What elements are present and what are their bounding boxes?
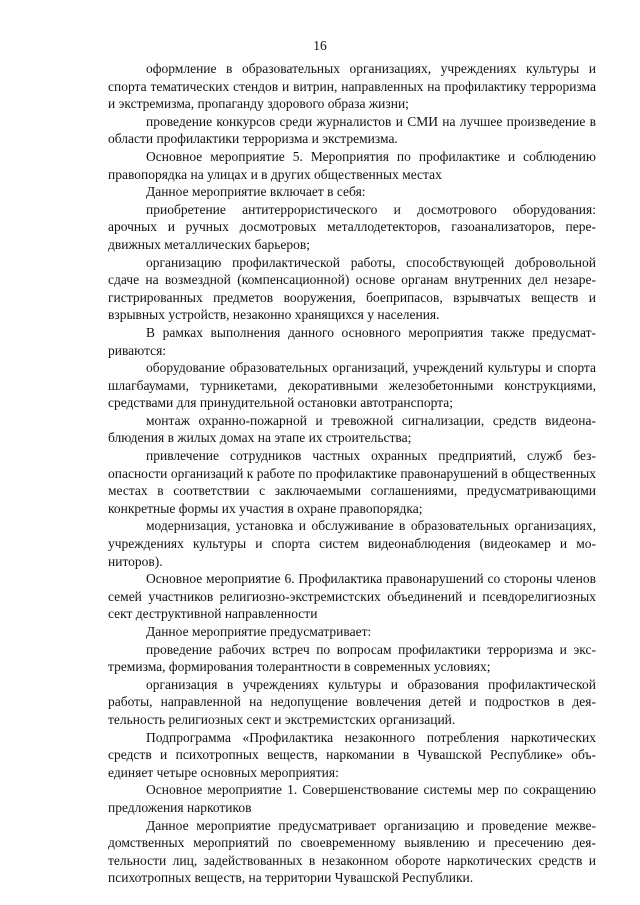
paragraph: проведение конкурсов среди журналистов и СМИ на лучшее произведение в области профилактики терроризма и экстремизма.	[108, 113, 596, 147]
paragraph: Подпрограмма «Профилактика незаконного потребления наркотических средств и психотропных веществ, наркомании в Чувашской Республике» объединяет четыре основных мероприятия:	[108, 729, 596, 780]
paragraph: монтаж охранно-пожарной и тревожной сигнализации, средств видеонаблюдения в жилых домах на этапе их строительства;	[108, 412, 596, 446]
paragraph: проведение рабочих встреч по вопросам профилактики терроризма и экстремизма, формирования толерантности в современных условиях;	[108, 641, 596, 675]
paragraph: оформление в образовательных организациях, учреждениях культуры и спорта тематических стендов и витрин, направленных на профилактику терроризма и экстремизма, пропаганду здорового образа жизни;	[108, 61, 596, 112]
section-heading-paragraph: Основное мероприятие 5. Мероприятия по профилактике и соблюдению правопорядка на улицах и в других общественных местах	[108, 148, 596, 182]
paragraph: организацию профилактической работы, способствующей добровольной сдаче на возмездной (компенсационной) основе органам внутренних дел незарегистрированных предметов вооружения, боеприпасов, взрывчатых веществ и взрывных устройств, незаконно хранящихся у населения.	[108, 254, 596, 323]
document-body	[108, 60, 596, 887]
section-heading-paragraph: Основное мероприятие 6. Профилактика правонарушений со стороны членов семей участников религиозно-экстремистских объединений и псевдорелигиозных сект деструктивной направленности	[108, 571, 596, 622]
paragraph: Данное мероприятие предусматривает организацию и проведение межведомственных мероприятий по своевременному выявлению и пресечению деятельности лиц, задействованных в незаконном обороте наркотических средств и психотропных веществ, на территории Чувашской Республики.	[108, 817, 596, 886]
paragraph: организация в учреждениях культуры и образования профилактической работы, направленной на недопущение вовлечения детей и подростков в деятельность религиозных сект и экстремистских организаций.	[108, 676, 596, 727]
section-heading-paragraph: Основное мероприятие 1. Совершенствование системы мер по сокращению предложения наркотиков	[108, 782, 596, 815]
page-number: 16	[313, 38, 327, 53]
paragraph: модернизация, установка и обслуживание в образовательных организациях, учреждениях культуры и спорта систем видеонаблюдения (видеокамер и мониторов).	[108, 518, 596, 569]
paragraph: Данное мероприятие включает в себя:	[146, 184, 366, 200]
paragraph: приобретение антитеррористического и досмотрового оборудования: арочных и ручных досмотровых металлодетекторов, газоанализаторов, передвижных металлических барьеров;	[108, 201, 596, 252]
paragraph: Данное мероприятие предусматривает:	[146, 624, 372, 639]
paragraph: В рамках выполнения данного основного мероприятия также предусматриваются:	[108, 324, 596, 358]
paragraph: привлечение сотрудников частных охранных предприятий, служб безопасности организаций к работе по профилактике правонарушений в общественных местах в соответствии с заключаемыми соглашениями, предусматривающими конкретные формы их участия в охране правопорядка;	[108, 448, 596, 516]
paragraph: оборудование образовательных организаций, учреждений культуры и спорта шлагбаумами, турникетами, декоративными железобетонными конструкциями, средствами для принудительной остановки автотранспорта;	[108, 360, 596, 411]
